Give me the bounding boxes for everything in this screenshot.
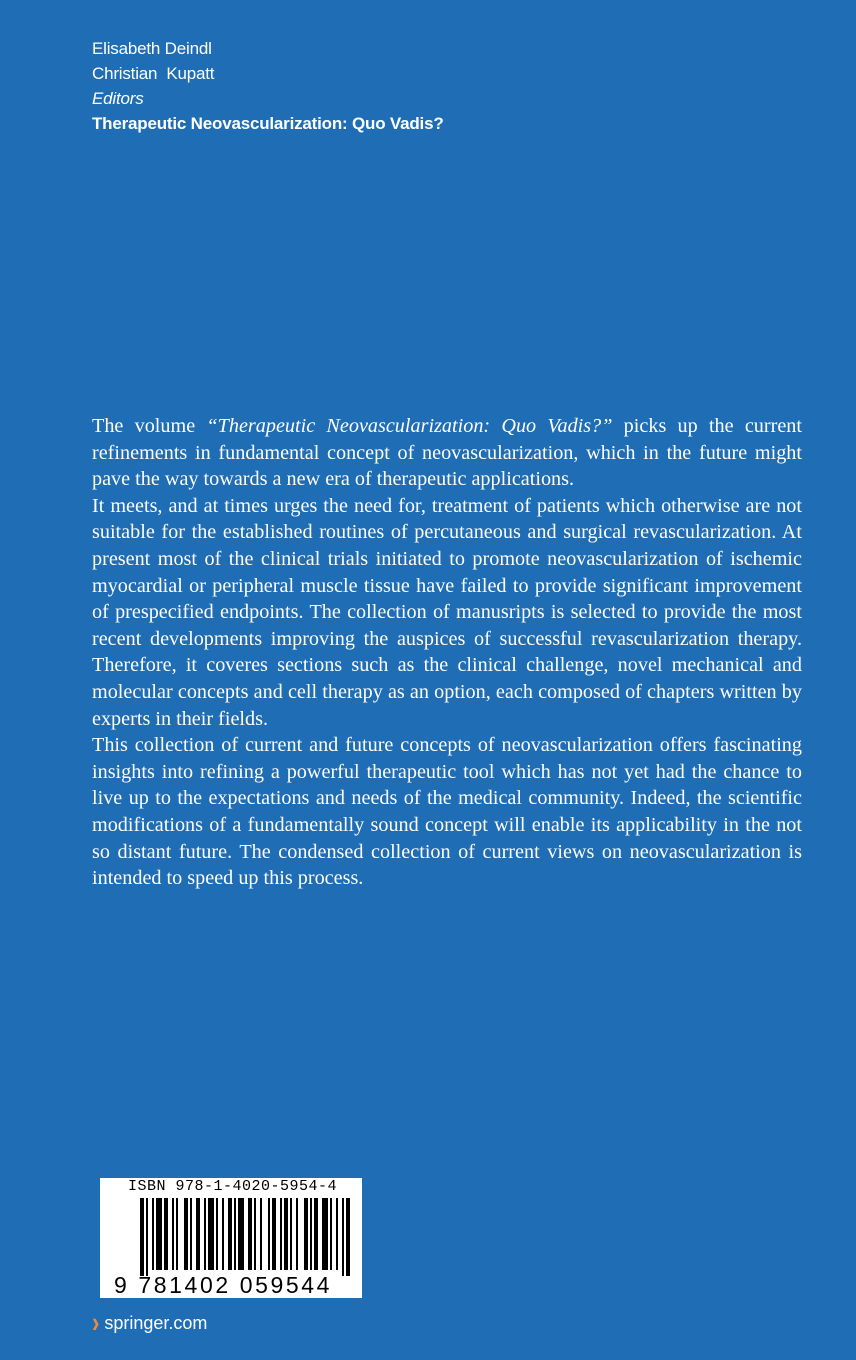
barcode-bar	[280, 1198, 282, 1270]
barcode-digits: 9 781402 059544	[114, 1272, 333, 1298]
description-text: The volume	[92, 415, 207, 437]
barcode-bar	[304, 1198, 308, 1270]
barcode-bar	[190, 1198, 192, 1270]
barcode-bar	[176, 1198, 178, 1270]
barcode-bar	[336, 1198, 338, 1270]
book-title: Therapeutic Neovascularization: Quo Vadis?	[92, 114, 444, 133]
description-paragraph-1	[92, 413, 802, 493]
book-description	[92, 413, 802, 892]
barcode-bar	[238, 1198, 244, 1270]
barcode-bar	[204, 1198, 206, 1270]
barcode-bar	[228, 1198, 232, 1270]
barcode-bar	[254, 1198, 256, 1270]
barcode-bar	[310, 1198, 312, 1270]
barcode-bar	[268, 1198, 270, 1270]
barcode-bar	[184, 1198, 188, 1270]
barcode-bar	[330, 1198, 332, 1270]
editors-role: Editors	[92, 89, 144, 108]
barcode-bar	[164, 1198, 168, 1270]
barcode-bar	[146, 1198, 148, 1276]
publisher-link[interactable]	[92, 1306, 208, 1339]
editor-name: Christian Kupatt	[92, 64, 215, 83]
barcode-bar	[196, 1198, 200, 1270]
barcode-bar	[156, 1198, 162, 1270]
isbn-label: ISBN 978-1-4020-5954-4	[128, 1178, 338, 1195]
editor-name: Elisabeth Deindl	[92, 39, 212, 58]
barcode-bar	[346, 1198, 350, 1276]
barcode-bar	[284, 1198, 288, 1270]
barcode-bar	[290, 1198, 292, 1270]
description-title-italic: “Therapeutic Neovascularization: Quo Vadis?”	[206, 415, 613, 437]
barcode-bar	[140, 1198, 144, 1276]
barcode-bar	[322, 1198, 328, 1270]
barcode-bar	[152, 1198, 154, 1270]
barcode-bar	[222, 1198, 224, 1270]
barcode-bar	[248, 1198, 252, 1270]
barcode-bar	[342, 1198, 344, 1276]
editors-block	[92, 36, 444, 136]
barcode-bar	[314, 1198, 318, 1270]
description-paragraph-3: This collection of current and future concepts of neovascularization offers fascinating insights into refining a powerful therapeutic tool which has not yet had the chance to live up to the expectations and needs of the medical community. Indeed, the scientific modifications of a fundamentally sound concept will enable its applicability in the not so distant future. The condensed collection of current views on neovascularization is intended to speed up this process.	[92, 734, 802, 890]
barcode-bar	[272, 1198, 276, 1270]
barcode-bar	[234, 1198, 236, 1270]
barcode-bar	[172, 1198, 174, 1270]
publisher-url: springer.com	[104, 1312, 208, 1333]
barcode-bar	[260, 1198, 262, 1270]
description-text: picks up the current refinements in fundamental concept of neovascularization, which in the future might pave the way towards a new era of therapeutic applications.	[92, 415, 803, 491]
barcode-bar	[208, 1198, 214, 1270]
barcode-bar	[216, 1198, 218, 1270]
chevron-right-icon: ›	[92, 1306, 100, 1339]
barcode-bar	[296, 1198, 298, 1270]
isbn-barcode	[100, 1178, 362, 1298]
description-paragraph-2: It meets, and at times urges the need for, treatment of patients which otherwise are not suitable for the established routines of percutaneous and surgical revascularization. At present most of the clinical trials initiated to promote neovascularization of ischemic myocardial or peripheral muscle tissue have failed to provide significant improvement of prespecified endpoints. The collection of manusripts is selected to provide the most recent developments improving the auspices of successful revascularization therapy. Therefore, it coveres sections such as the clinical challenge, novel mechanical and molecular concepts and cell therapy as an option, each composed of chapters written by experts in their fields.	[92, 494, 802, 730]
